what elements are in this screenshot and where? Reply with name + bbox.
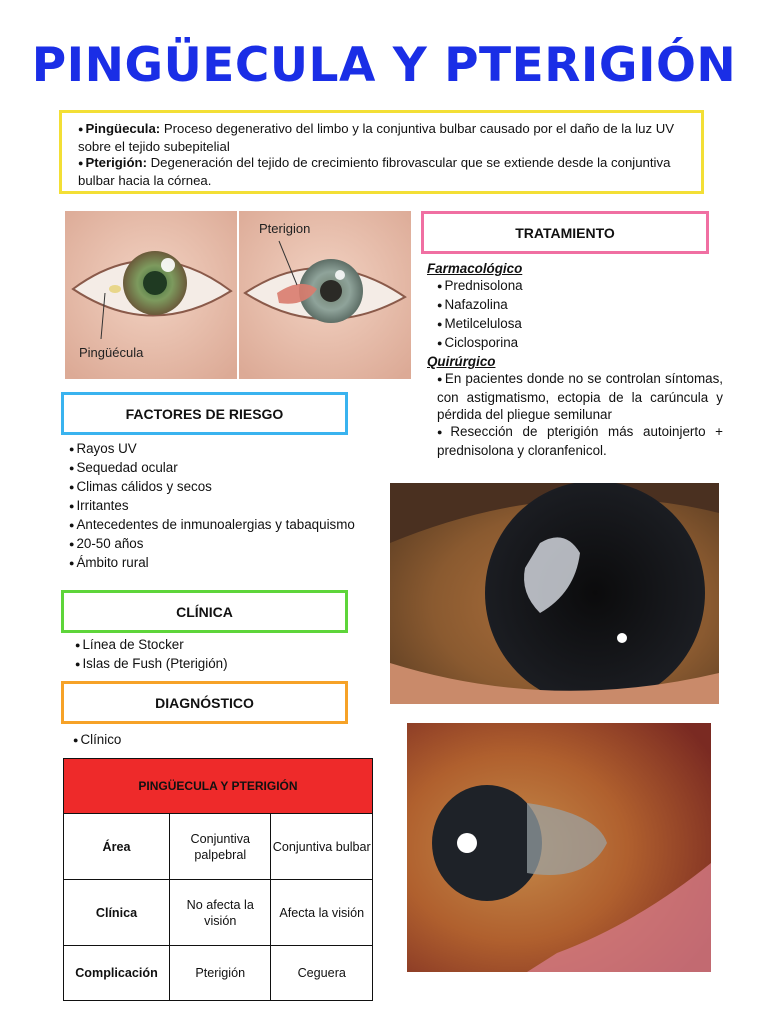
farmaco-item: ● Nafazolina: [427, 296, 723, 315]
table-row-label: Complicación: [64, 946, 170, 1001]
clinica-item: ● Islas de Fush (Pterigión): [75, 655, 228, 674]
riesgo-list: [69, 440, 358, 573]
page-title: PINGÜECULA Y PTERIGIÓN: [31, 38, 737, 93]
table-cell: No afecta la visión: [170, 880, 271, 946]
eye-comparison-photo: [65, 211, 411, 379]
definition-pterigion: [78, 155, 691, 189]
quirurgico-label: Quirúrgico: [427, 354, 496, 369]
table-cell: Conjuntiva palpebral: [170, 814, 271, 880]
table-header: PINGÜECULA Y PTERIGIÓN: [64, 759, 373, 814]
farmaco-item: ● Ciclosporina: [427, 334, 723, 353]
table-row-label: Clínica: [64, 880, 170, 946]
table-cell: Pterigión: [170, 946, 271, 1001]
clinica-list: [75, 636, 228, 674]
definition-text: Proceso degenerativo del limbo y la conjuntiva bulbar causado por el daño de la luz UV sobre el tejido subepitelial: [78, 121, 675, 154]
definitions-box: [59, 110, 704, 194]
table-cell: Ceguera: [271, 946, 373, 1001]
riesgo-item: ● Rayos UV: [69, 440, 358, 459]
diagnostico-list: [73, 731, 121, 750]
table-row: [64, 946, 373, 1001]
photo-label-pterigion: Pterigion: [259, 221, 311, 236]
farmaco-item: ● Prednisolona: [427, 277, 723, 296]
table-cell: Afecta la visión: [271, 880, 373, 946]
riesgo-heading: FACTORES DE RIESGO: [61, 392, 348, 435]
table-row: [64, 814, 373, 880]
photo-label-pinguecula: Pingüécula: [79, 345, 144, 360]
comparison-table: [63, 758, 373, 1001]
riesgo-item: ● Climas cálidos y secos: [69, 478, 358, 497]
diagnostico-item: ● Clínico: [73, 731, 121, 750]
definition-pinguecula: [78, 121, 691, 155]
riesgo-item: ● Irritantes: [69, 497, 358, 516]
table-row-label: Área: [64, 814, 170, 880]
riesgo-item: ● Antecedentes de inmunoalergias y tabaquismo: [69, 516, 358, 535]
farmacologico-label: Farmacológico: [427, 261, 523, 276]
riesgo-item: ● Ámbito rural: [69, 554, 358, 573]
diagnostico-heading: DIAGNÓSTICO: [61, 681, 348, 724]
definition-text: Degeneración del tejido de crecimiento fibrovascular que se extiende desde la conjuntiva bulbar hacia la córnea.: [78, 155, 671, 188]
clinica-item: ● Línea de Stocker: [75, 636, 228, 655]
definition-term: Pterigión:: [85, 155, 147, 170]
quirurgico-item: ● En pacientes donde no se controlan síntomas, con astigmatismo, ectopia de la carúncula y pérdida del pliegue semilunar: [427, 370, 723, 423]
tratamiento-list: [427, 260, 723, 459]
riesgo-item: ● 20-50 años: [69, 535, 358, 554]
pinguecula-closeup-photo: [407, 723, 711, 972]
tratamiento-heading: TRATAMIENTO: [421, 211, 709, 254]
riesgo-item: ● Sequedad ocular: [69, 459, 358, 478]
definition-term: Pingüecula:: [85, 121, 161, 136]
clinica-heading: CLÍNICA: [61, 590, 348, 633]
pterigion-closeup-photo: [390, 483, 719, 704]
table-cell: Conjuntiva bulbar: [271, 814, 373, 880]
quirurgico-item: ● Resección de pterigión más autoinjerto + prednisolona y cloranfenicol.: [427, 423, 723, 459]
table-row: [64, 880, 373, 946]
farmaco-item: ● Metilcelulosa: [427, 315, 723, 334]
